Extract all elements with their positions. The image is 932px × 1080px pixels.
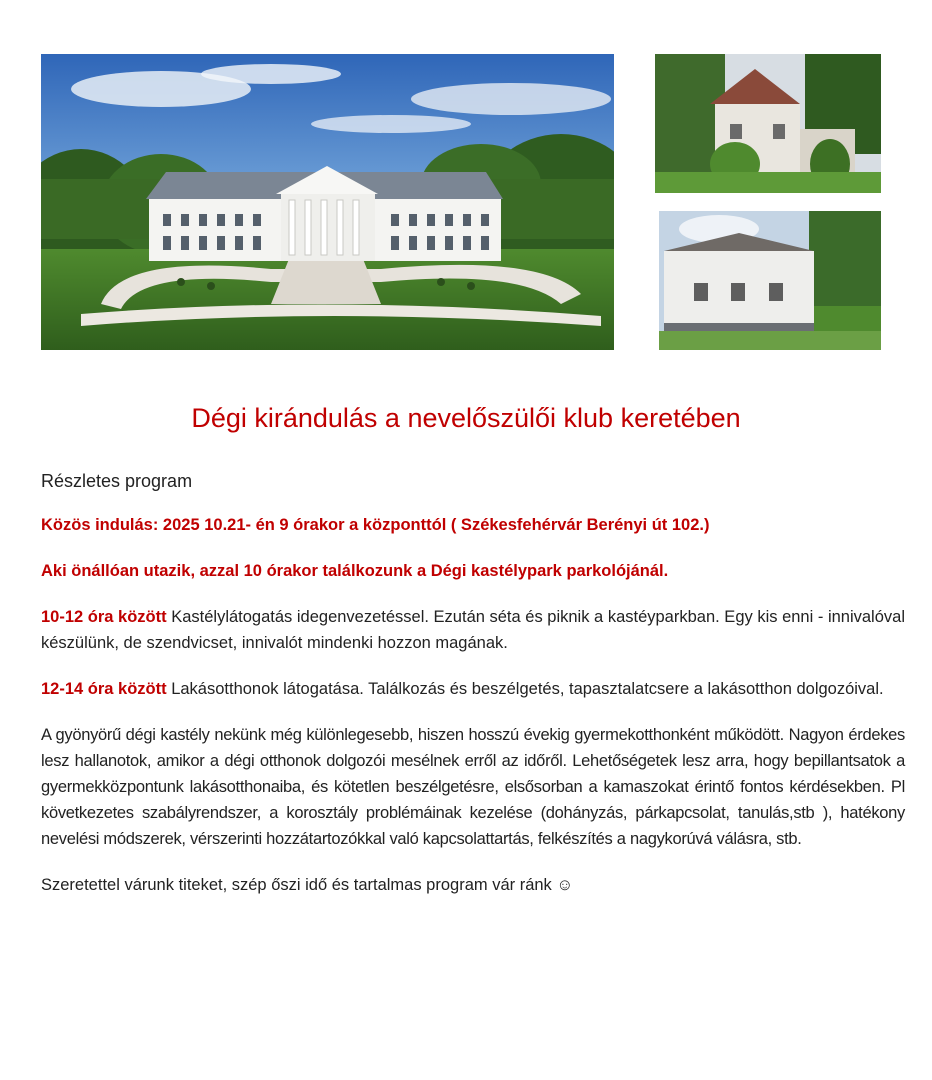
self-travel-info: Aki önállóan utazik, azzal 10 órakor találkozunk a Dégi kastélypark parkolójánál. (41, 562, 669, 580)
closing-line: Szeretettel várunk titeket, szép őszi idő és tartalmas program vár ránk ☺ (41, 876, 574, 894)
description-paragraph: A gyönyörű dégi kastély nekünk még különlegesebb, hiszen hosszú évekig gyermekotthonként működött. Nagyon érdekes lesz hallanotok, amikor a dégi otthonok dolgozói mesélnek erről az időről. Lehetőségetek lesz arra, hogy bepillantsatok a gyermekközpontunk lakásotthonaiba, és kötetlen beszélgetésre, elsősorban a kamaszokat érintő fontos kérdésekben. Pl következetes szabályrendszer, a korosztály problémáinak kezelése (dohányzás, párkapcsolat, tanulás,stb ), hatékony nevelési módszerek, vérszerinti hozzátartozókkal való kapcsolattartás, felkészítés a nagykorúvá válásra, stb. (41, 726, 905, 848)
departure-info: Közös indulás: 2025 10.21- én 9 órakor a központtól ( Székesfehérvár Berényi út 102.) (41, 516, 710, 534)
schedule-time: 12-14 óra között (41, 680, 167, 698)
house-photo-1 (655, 54, 881, 193)
house-photo-2 (659, 211, 881, 350)
schedule-item (41, 676, 905, 702)
subheading: Részletes program (41, 471, 193, 491)
castle-photo (41, 54, 614, 350)
schedule-text: Lakásotthonok látogatása. Találkozás és beszélgetés, tapasztalatcsere a lakásotthon dolgozóival. (166, 680, 884, 698)
document-title: Dégi kirándulás a nevelőszülői klub keretében (191, 403, 741, 433)
document-body (41, 468, 905, 898)
schedule-item (41, 604, 905, 656)
schedule-time: 10-12 óra között (41, 608, 167, 626)
schedule-text: Kastélylátogatás idegenvezetéssel. Ezután séta és piknik a kastéyparkban. Egy kis enni - innivalóval készülünk, de szendvicset, innivalót mindenki hozzon magának. (41, 608, 905, 652)
